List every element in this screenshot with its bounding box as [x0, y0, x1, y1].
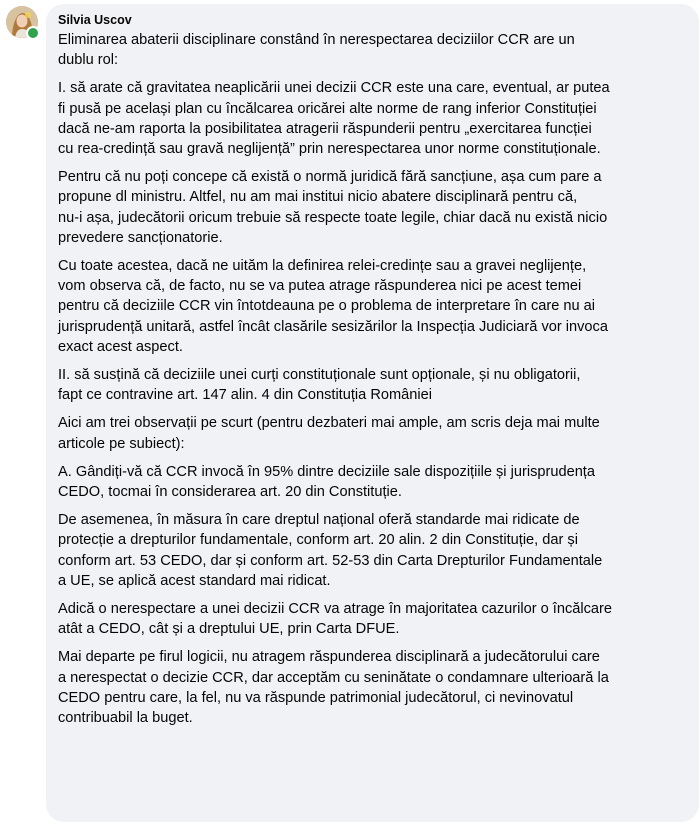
comment-paragraph: Mai departe pe firul logicii, nu atragem răspunderea disciplinară a judecătorului care a nerespectat o decizie CCR, dar acceptăm cu seninătate o condamnare ulterioară la CEDO pentru care, la fel, nu va răspunde patrimonial judecătorul, ci nevinovatul contribuabil la buget.: [58, 649, 609, 727]
comment-body: [58, 30, 687, 728]
comment-paragraph: Eliminarea abaterii disciplinare constând în nerespectarea deciziilor CCR are un dublu rol:: [58, 32, 575, 69]
comment-paragraph: Pentru că nu poți concepe că există o normă juridică fără sancțiune, așa cum pare a propune dl ministru. Altfel, nu am mai institui nicio abatere disciplinară pentru că, nu-i așa, judecătorii oricum trebuie să respecte toate legile, chiar dacă nu există nicio prevedere sancționatorie.: [58, 169, 608, 246]
comment-paragraph: Aici am trei observații pe scurt (pentru dezbateri mai ample, am scris deja mai multe articole pe subiect):: [58, 415, 600, 452]
comment-paragraph: Cu toate acestea, dacă ne uităm la definirea relei-credințe sau a gravei neglijențe, vom observa că, de facto, nu se va putea atrage răspunderea nici pe acest temei pentru că deciziile CCR vin întotdeauna pe o problema de interpretare în care nu ai jurisprudență unitară, astfel încât clasările sesizărilor la Inspecția Judiciară vor invoca exact acest aspect.: [58, 258, 608, 355]
comment-bubble: [46, 4, 699, 822]
comment-paragraph: De asemenea, în măsura în care dreptul național oferă standarde mai ridicate de protecție a drepturilor fundamentale, conform art. 20 alin. 2 din Constituție, dar și conform art. 53 CEDO, dar și conform art. 52-53 din Carta Drepturilor Fundamentale a UE, se aplică acest standard mai ridicat.: [58, 512, 603, 589]
comment-paragraph: II. să susțină că deciziile unei curți constituționale sunt opționale, și nu obligatorii, fapt ce contravine art. 147 alin. 4 din Constituția României: [58, 367, 581, 404]
online-status-dot: [26, 26, 40, 40]
comment-paragraph: I. să arate că gravitatea neaplicării unei decizii CCR este una care, eventual, ar putea fi pusă pe același plan cu încălcarea oricărei alte norme de rang inferior Constituției dacă ne-am raporta la posibilitatea atragerii răspunderii pentru „exercitarea funcției cu rea-credință sau gravă neglijență” prin nerespectarea unor norme constituționale.: [58, 80, 610, 158]
comment-paragraph: Adică o nerespectare a unei decizii CCR va atrage în majoritatea cazurilor o încălcare atât a CEDO, cât și a dreptului UE, prin Carta DFUE.: [58, 601, 613, 638]
comment-paragraph: A. Gândiți-vă că CCR invocă în 95% dintre deciziile sale dispozițiile și jurisprudența CEDO, tocmai în considerarea art. 20 din Constituție.: [58, 463, 595, 501]
author-avatar-wrap[interactable]: [6, 6, 38, 38]
comment-author-name[interactable]: Silvia Uscov: [58, 13, 132, 27]
